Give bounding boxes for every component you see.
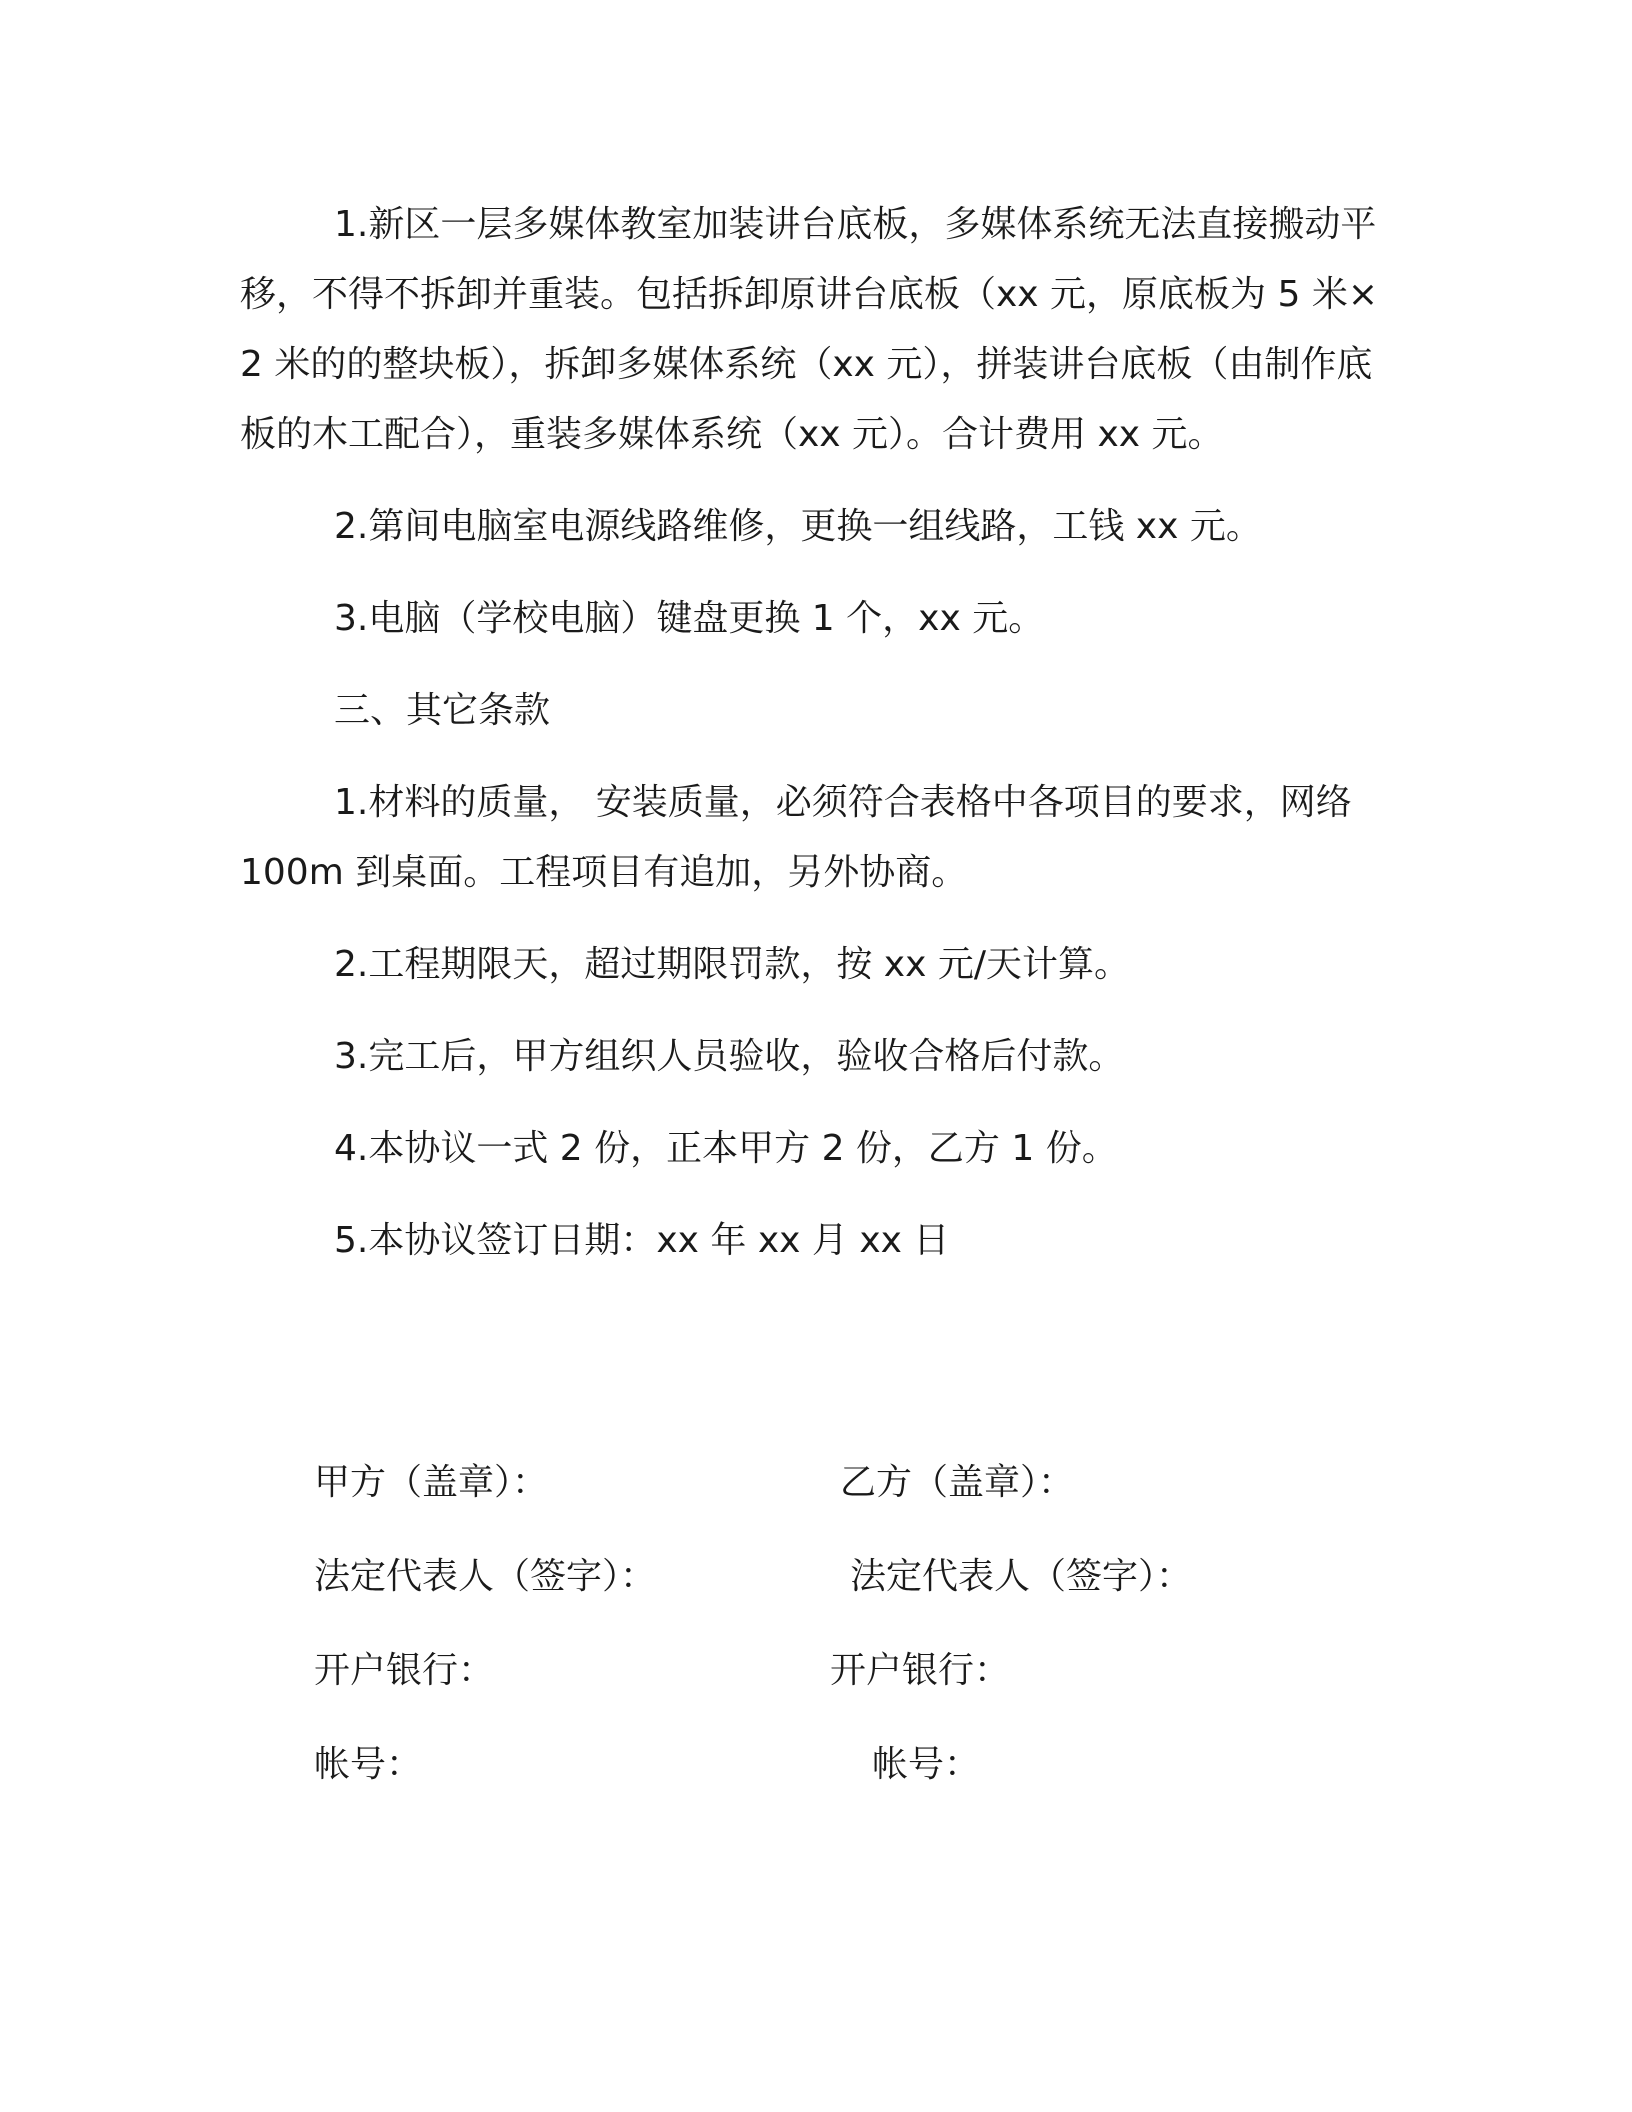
term-quality: 1.材料的质量， 安装质量，必须符合表格中各项目的要求，网络 100m 到桌面。工程项目有追加，另外协商。 [240,782,1352,893]
clause-power-line-repair: 2.第间电脑室电源线路维修，更换一组线路，工钱 xx 元。 [334,506,1262,547]
contract-body [240,190,1380,1298]
term-signing-date: 5.本协议签订日期：xx 年 xx 月 xx 日 [334,1220,950,1261]
term-deadline: 2.工程期限天，超过期限罚款，按 xx 元/天计算。 [334,944,1130,985]
clause-keyboard-replacement: 3.电脑（学校电脑）键盘更换 1 个，xx 元。 [334,598,1045,639]
party-a-seal-label: 甲方（盖章）： [314,1462,549,1503]
bank-row [0,1636,1632,1730]
term-copies: 4.本协议一式 2 份，正本甲方 2 份，乙方 1 份。 [334,1128,1118,1169]
party-b-seal-label: 乙方（盖章）： [840,1462,1075,1503]
account-row [0,1730,1632,1824]
representative-row [0,1542,1632,1636]
party-a-representative-label: 法定代表人（签字）： [314,1556,657,1597]
party-b-account-label: 帐号： [872,1744,981,1785]
clause-multimedia-platform: 1.新区一层多媒体教室加装讲台底板，多媒体系统无法直接搬动平移，不得不拆卸并重装。包括拆卸原讲台底板（xx 元，原底板为 5 米×2 米的的整块板），拆卸多媒体系统（xx 元），拼装讲台底板（由制作底板的木工配合），重装多媒体系统（xx 元）。合计费用 xx 元。 [240,204,1379,455]
seal-row [0,1448,1632,1542]
signature-block [0,1448,1632,1824]
party-a-bank-label: 开户银行： [314,1650,495,1691]
term-acceptance: 3.完工后，甲方组织人员验收，验收合格后付款。 [334,1036,1125,1077]
section-heading-other-terms: 三、其它条款 [334,690,551,731]
party-b-bank-label: 开户银行： [830,1650,1011,1691]
party-b-representative-label: 法定代表人（签字）： [850,1556,1193,1597]
party-a-account-label: 帐号： [314,1744,423,1785]
